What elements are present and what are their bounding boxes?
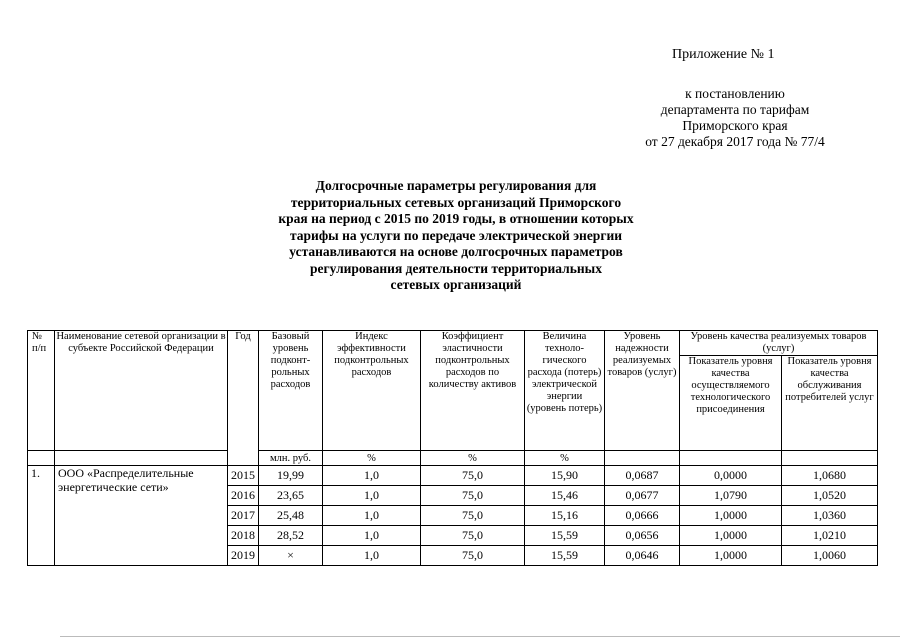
table-row — [28, 466, 878, 486]
cell-coef: 75,0 — [421, 506, 525, 526]
header-year: Год — [228, 331, 259, 466]
cell-coef: 75,0 — [421, 526, 525, 546]
cell-index: 1,0 — [323, 486, 421, 506]
cell-loss: 15,16 — [525, 506, 605, 526]
scan-edge-line — [60, 636, 900, 637]
cell-year: 2015 — [228, 466, 259, 486]
units-base: млн. руб. — [259, 451, 323, 466]
cell-loss: 15,59 — [525, 526, 605, 546]
cell-index: 1,0 — [323, 526, 421, 546]
cell-reliability: 0,0677 — [605, 486, 680, 506]
title-line: Долгосрочные параметры регулирования для — [315, 178, 597, 193]
units-loss: % — [525, 451, 605, 466]
cell-reliability: 0,0666 — [605, 506, 680, 526]
cell-loss: 15,46 — [525, 486, 605, 506]
cell-reliability: 0,0656 — [605, 526, 680, 546]
decree-line: Приморского края — [682, 118, 788, 133]
header-quality-group: Уровень качества реализуемых товаров (услуг) — [680, 331, 878, 356]
units-empty — [28, 451, 55, 466]
cell-quality-tech: 1,0000 — [680, 506, 782, 526]
cell-quality-tech: 1,0790 — [680, 486, 782, 506]
header-base: Базовый уровень подконт-рольных расходов — [259, 331, 323, 451]
cell-index: 1,0 — [323, 506, 421, 526]
cell-base: 28,52 — [259, 526, 323, 546]
title-line: регулирования деятельности территориальных — [310, 260, 602, 276]
decree-line: от 27 декабря 2017 года № 77/4 — [645, 134, 825, 149]
decree-line: департамента по тарифам — [660, 102, 810, 117]
header-index: Индекс эффективности подконтрольных расходов — [323, 331, 421, 451]
units-coef: % — [421, 451, 525, 466]
header-loss: Величина техноло-гического расхода (потерь) электрической энергии (уровень потерь) — [525, 331, 605, 451]
cell-quality-service: 1,0360 — [782, 506, 878, 526]
cell-quality-service: 1,0060 — [782, 546, 878, 566]
cell-loss: 15,59 — [525, 546, 605, 566]
cell-base: 19,99 — [259, 466, 323, 486]
title-line: сетевых организаций — [390, 277, 522, 292]
cell-quality-tech: 0,0000 — [680, 466, 782, 486]
units-empty — [605, 451, 680, 466]
cell-year: 2016 — [228, 486, 259, 506]
cell-reliability: 0,0646 — [605, 546, 680, 566]
cell-coef: 75,0 — [421, 466, 525, 486]
header-reliability: Уровень надежности реализуемых товаров (услуг) — [605, 331, 680, 451]
cell-base: × — [259, 546, 323, 566]
cell-coef: 75,0 — [421, 486, 525, 506]
title-line: устанавливаются на основе долгосрочных параметров — [289, 244, 623, 259]
title-line: тарифы на услуги по передаче электрической энергии — [289, 227, 623, 243]
units-row — [28, 451, 878, 466]
title-line: территориальных сетевых организаций Приморского — [290, 194, 622, 210]
org-number: 1. — [28, 466, 55, 566]
parameters-table — [27, 330, 878, 566]
cell-quality-service: 1,0520 — [782, 486, 878, 506]
header-quality-service: Показатель уровня качества обслуживания потребителей услуг — [782, 356, 878, 451]
document-title — [236, 178, 676, 294]
header-num: № п/п — [28, 331, 55, 451]
cell-coef: 75,0 — [421, 546, 525, 566]
units-empty — [782, 451, 878, 466]
cell-quality-tech: 1,0000 — [680, 526, 782, 546]
decree-line: к постановлению — [685, 86, 785, 101]
cell-year: 2018 — [228, 526, 259, 546]
cell-loss: 15,90 — [525, 466, 605, 486]
cell-quality-tech: 1,0000 — [680, 546, 782, 566]
appendix-label: Приложение № 1 — [672, 47, 775, 62]
org-name: ООО «Распределительные энергетические сети» — [55, 466, 228, 566]
header-quality-tech: Показатель уровня качества осуществляемого технологического присоединения — [680, 356, 782, 451]
header-row — [28, 331, 878, 356]
units-empty — [680, 451, 782, 466]
cell-index: 1,0 — [323, 466, 421, 486]
cell-base: 25,48 — [259, 506, 323, 526]
units-index: % — [323, 451, 421, 466]
cell-reliability: 0,0687 — [605, 466, 680, 486]
header-name: Наименование сетевой организации в субъекте Российской Федерации — [55, 331, 228, 451]
cell-quality-service: 1,0210 — [782, 526, 878, 546]
cell-year: 2017 — [228, 506, 259, 526]
title-line: края на период с 2015 по 2019 годы, в отношении которых — [278, 211, 634, 226]
header-coef: Коэффициент эластичности подконтрольных расходов по количеству активов — [421, 331, 525, 451]
cell-year: 2019 — [228, 546, 259, 566]
units-empty — [55, 451, 228, 466]
cell-base: 23,65 — [259, 486, 323, 506]
decree-reference — [600, 86, 870, 150]
cell-index: 1,0 — [323, 546, 421, 566]
cell-quality-service: 1,0680 — [782, 466, 878, 486]
